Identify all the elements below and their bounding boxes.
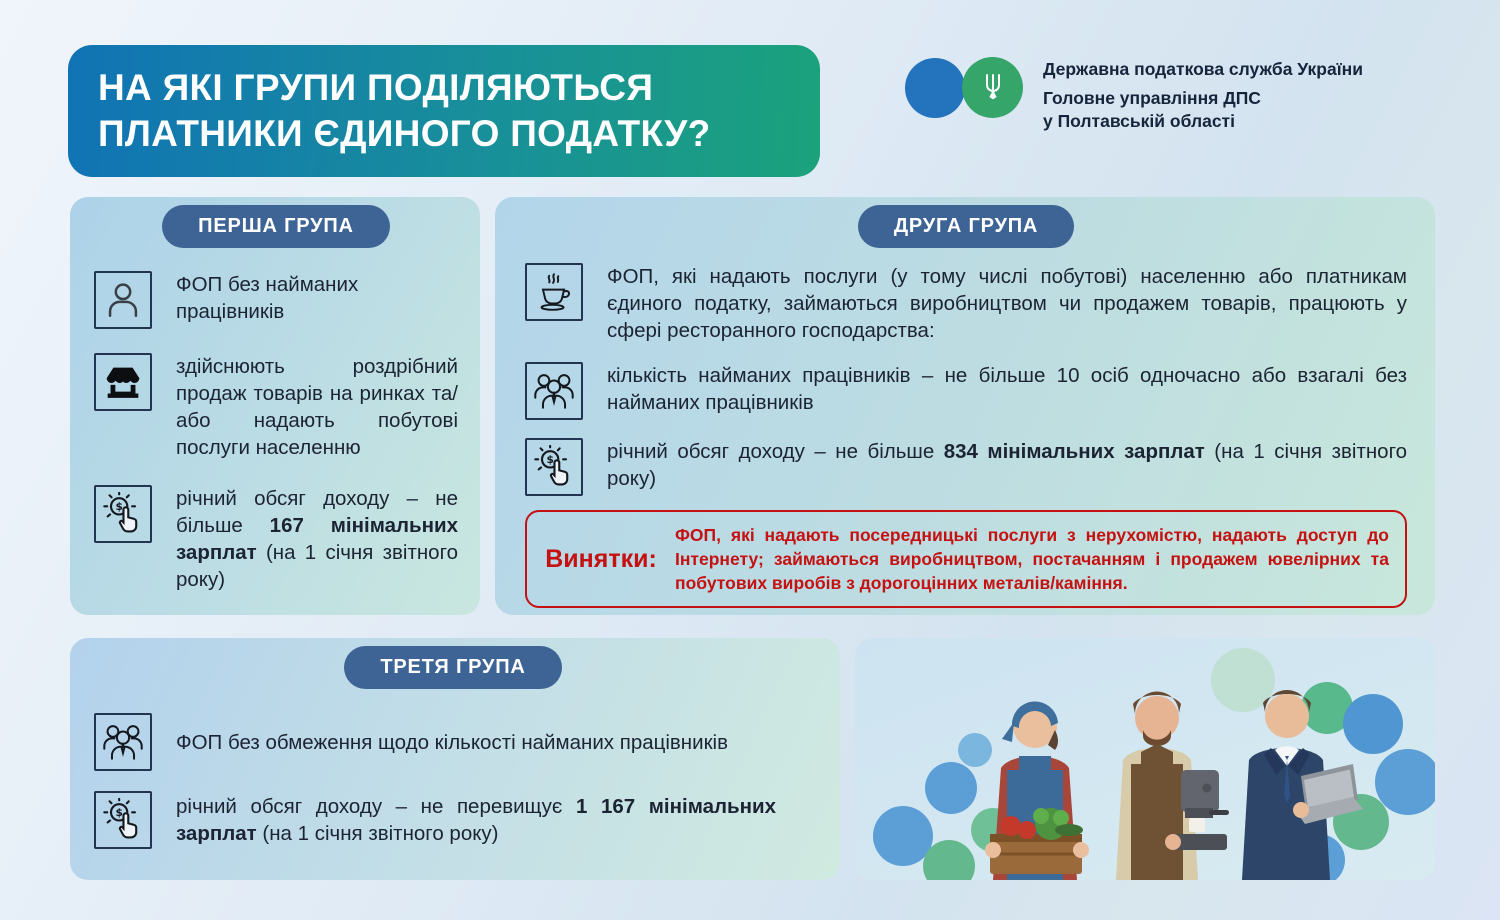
item-icon-box xyxy=(525,362,583,420)
list-item xyxy=(94,353,458,461)
list-item xyxy=(525,438,1407,496)
page-title-line2: ПЛАТНИКИ ЄДИНОГО ПОДАТКУ? xyxy=(98,113,711,154)
people-icon xyxy=(100,719,146,765)
list-item xyxy=(94,485,458,593)
coin-tap-icon xyxy=(100,491,146,537)
list-item xyxy=(94,271,458,329)
org-name-line1: Державна податкова служба України xyxy=(1043,59,1363,79)
item-text: річний обсяг доходу – не перевищує 1 167 мінімальних зарплат (на 1 січня звітного року) xyxy=(176,795,776,845)
group-2-pill: ДРУГА ГРУПА xyxy=(858,205,1074,248)
item-text: річний обсяг доходу – не більше 167 мінімальних зарплат (на 1 січня звітного року) xyxy=(176,487,458,591)
logo-green-circle xyxy=(962,57,1023,118)
exceptions-box xyxy=(525,510,1407,608)
coffee-icon xyxy=(531,269,577,315)
page-title xyxy=(98,65,710,157)
item-icon-box xyxy=(94,353,152,411)
group-2-items xyxy=(525,263,1407,608)
logo-blue-circle xyxy=(905,58,965,118)
item-icon-box xyxy=(94,791,152,849)
list-item xyxy=(525,263,1407,344)
page-title-card xyxy=(68,45,820,177)
coin-tap-icon xyxy=(100,797,146,843)
group-1-pill: ПЕРША ГРУПА xyxy=(162,205,390,248)
svg-text:$: $ xyxy=(115,807,123,820)
group-panel-3 xyxy=(70,638,840,880)
group-panel-1 xyxy=(70,197,480,615)
item-text: ФОП без обмеження щодо кількості найманих працівників xyxy=(176,730,728,754)
trident-icon xyxy=(982,73,1004,103)
list-item xyxy=(525,362,1407,420)
group-3-pill: ТРЕТЯ ГРУПА xyxy=(344,646,561,689)
illustration-panel xyxy=(855,638,1435,880)
item-icon-box xyxy=(94,485,152,543)
org-logo xyxy=(905,57,1363,133)
person-icon xyxy=(100,277,146,323)
market-icon xyxy=(100,359,146,405)
people-icon xyxy=(531,368,577,414)
team-illustration xyxy=(855,638,1435,880)
item-text: ФОП, які надають послуги (у тому числі побутові) населенню або платникам єдиного податку, займаються виробництвом чи продажем товарів, працюють у сфері ресторанного господарства: xyxy=(607,265,1407,342)
page-title-line1: НА ЯКІ ГРУПИ ПОДІЛЯЮТЬСЯ xyxy=(98,67,654,108)
logo-circles xyxy=(905,57,1023,119)
coin-tap-icon xyxy=(531,444,577,490)
figure-vendor-woman xyxy=(985,701,1089,880)
group-1-items xyxy=(94,271,458,593)
item-text: ФОП без найманих працівників xyxy=(176,273,359,323)
exceptions-text: ФОП, які надають посередницькі послуги з нерухомістю, надають доступ до Інтернету; займаються виробництвом, постачанням і продажем ювелірних та побутових виробів з дорогоцінних металів/каміння. xyxy=(675,525,1389,593)
group-panel-2 xyxy=(495,197,1435,615)
item-icon-box xyxy=(94,271,152,329)
item-text: річний обсяг доходу – не більше 834 мінімальних зарплат (на 1 січня звітного року) xyxy=(607,440,1407,490)
svg-text:$: $ xyxy=(546,454,554,467)
group-3-items xyxy=(94,713,812,849)
item-text: кількість найманих працівників – не більше 10 осіб одночасно або взагалі без найманих працівників xyxy=(607,364,1407,414)
exceptions-label: Винятки: xyxy=(545,544,657,573)
item-icon-box xyxy=(94,713,152,771)
item-icon-box xyxy=(525,438,583,496)
item-icon-box xyxy=(525,263,583,321)
list-item xyxy=(94,791,812,849)
org-name-line2: Головне управління ДПС xyxy=(1043,88,1261,108)
list-item xyxy=(94,713,812,771)
org-name xyxy=(1043,57,1363,133)
org-name-line3: у Полтавській області xyxy=(1043,111,1235,131)
svg-text:$: $ xyxy=(115,501,123,514)
item-text: здійснюють роздрібний продаж товарів на ринках та/або надають побутові послуги населенню xyxy=(176,355,458,459)
figure-barista-man xyxy=(1116,692,1229,880)
